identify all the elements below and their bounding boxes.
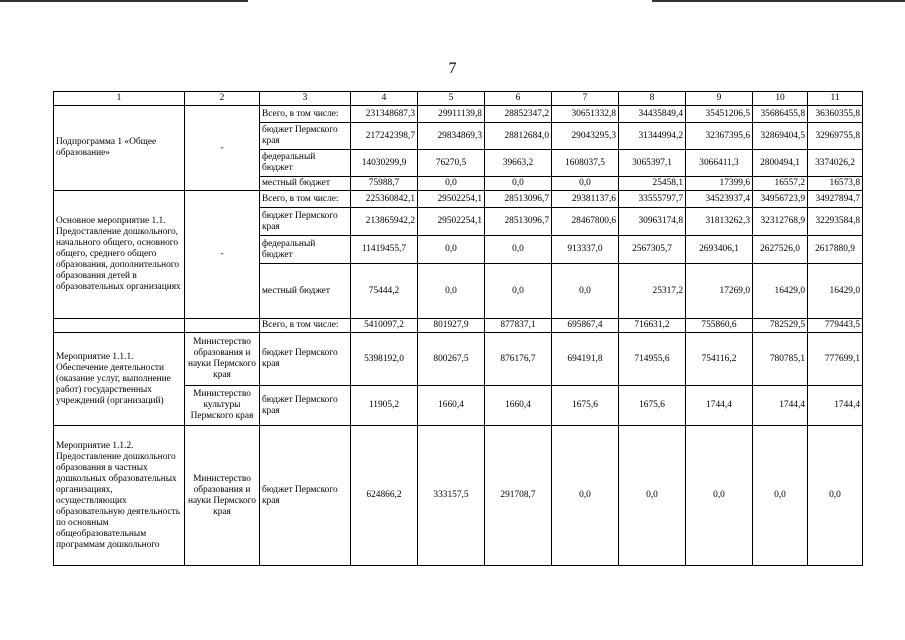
value-cell: 1744,4 bbox=[808, 386, 863, 426]
source-cell: бюджет Пермского края bbox=[260, 333, 351, 386]
executor-cell: Министерство культуры Пермского края bbox=[185, 386, 260, 426]
value-cell: 2627526,0 bbox=[753, 236, 808, 264]
value-cell: 1675,6 bbox=[619, 386, 686, 426]
executor-cell: Министерство образования и науки Пермского края bbox=[185, 426, 260, 566]
value-cell: 754116,2 bbox=[686, 333, 753, 386]
value-cell: 0,0 bbox=[552, 177, 619, 191]
value-cell: 28513096,7 bbox=[485, 208, 552, 236]
value-cell: 695867,4 bbox=[552, 319, 619, 333]
header-row bbox=[54, 92, 863, 106]
top-rule-left bbox=[0, 0, 248, 2]
value-cell: 29381137,6 bbox=[552, 191, 619, 208]
header-cell: 8 bbox=[619, 92, 686, 106]
value-cell: 29043295,3 bbox=[552, 123, 619, 150]
empty-cell bbox=[54, 319, 185, 333]
executor-cell: - bbox=[185, 106, 260, 191]
main-activity-name: Основное мероприятие 1.1. Предоставление дошкольного, начального общего, основного общего, среднего общего образования, дополнительного образования детей в образовательных организациях bbox=[54, 191, 185, 319]
value-cell: 2693406,1 bbox=[686, 236, 753, 264]
value-cell: 714955,6 bbox=[619, 333, 686, 386]
header-cell: 1 bbox=[54, 92, 185, 106]
value-cell: 16573,8 bbox=[808, 177, 863, 191]
value-cell: 780785,1 bbox=[753, 333, 808, 386]
table-row bbox=[54, 319, 863, 333]
value-cell: 0,0 bbox=[485, 177, 552, 191]
value-cell: 5398192,0 bbox=[351, 333, 418, 386]
value-cell: 32869404,5 bbox=[753, 123, 808, 150]
header-cell: 9 bbox=[686, 92, 753, 106]
source-cell: федеральный бюджет bbox=[260, 236, 351, 264]
value-cell: 755860,6 bbox=[686, 319, 753, 333]
value-cell: 14030299,9 bbox=[351, 150, 418, 177]
value-cell: 1744,4 bbox=[686, 386, 753, 426]
executor-cell: Министерство образования и науки Пермского края bbox=[185, 333, 260, 386]
table-row bbox=[54, 426, 863, 566]
value-cell: 694191,8 bbox=[552, 333, 619, 386]
value-cell: 30651332,8 bbox=[552, 106, 619, 123]
value-cell: 39663,2 bbox=[485, 150, 552, 177]
value-cell: 800267,5 bbox=[418, 333, 485, 386]
header-cell: 2 bbox=[185, 92, 260, 106]
value-cell: 716631,2 bbox=[619, 319, 686, 333]
value-cell: 34927894,7 bbox=[808, 191, 863, 208]
value-cell: 29834869,3 bbox=[418, 123, 485, 150]
header-cell: 5 bbox=[418, 92, 485, 106]
value-cell: 2617880,9 bbox=[808, 236, 863, 264]
value-cell: 29502254,1 bbox=[418, 208, 485, 236]
value-cell: 1675,6 bbox=[552, 386, 619, 426]
value-cell: 0,0 bbox=[485, 236, 552, 264]
value-cell: 30963174,8 bbox=[619, 208, 686, 236]
value-cell: 0,0 bbox=[418, 236, 485, 264]
activity-name: Мероприятие 1.1.1. Обеспечение деятельности (оказание услуг, выполнение работ) государственных учреждений (организаций) bbox=[54, 333, 185, 426]
source-cell: бюджет Пермского края bbox=[260, 426, 351, 566]
header-cell: 10 bbox=[753, 92, 808, 106]
value-cell: 32367395,6 bbox=[686, 123, 753, 150]
value-cell: 25458,1 bbox=[619, 177, 686, 191]
value-cell: 913337,0 bbox=[552, 236, 619, 264]
source-cell: бюджет Пермского края bbox=[260, 123, 351, 150]
value-cell: 2800494,1 bbox=[753, 150, 808, 177]
value-cell: 0,0 bbox=[552, 264, 619, 319]
value-cell: 0,0 bbox=[552, 426, 619, 566]
table-row bbox=[54, 191, 863, 208]
value-cell: 0,0 bbox=[485, 264, 552, 319]
empty-cell bbox=[185, 319, 260, 333]
table-row bbox=[54, 106, 863, 123]
budget-table bbox=[53, 91, 863, 566]
value-cell: 28852347,2 bbox=[485, 106, 552, 123]
value-cell: 33555797,7 bbox=[619, 191, 686, 208]
value-cell: 28513096,7 bbox=[485, 191, 552, 208]
value-cell: 2567305,7 bbox=[619, 236, 686, 264]
value-cell: 0,0 bbox=[686, 426, 753, 566]
value-cell: 25317,2 bbox=[619, 264, 686, 319]
value-cell: 34523937,4 bbox=[686, 191, 753, 208]
value-cell: 1744,4 bbox=[753, 386, 808, 426]
value-cell: 35686455,8 bbox=[753, 106, 808, 123]
value-cell: 31813262,3 bbox=[686, 208, 753, 236]
value-cell: 291708,7 bbox=[485, 426, 552, 566]
value-cell: 28467800,6 bbox=[552, 208, 619, 236]
value-cell: 0,0 bbox=[418, 264, 485, 319]
source-cell: местный бюджет bbox=[260, 177, 351, 191]
value-cell: 1660,4 bbox=[485, 386, 552, 426]
value-cell: 17269,0 bbox=[686, 264, 753, 319]
source-cell: бюджет Пермского края bbox=[260, 386, 351, 426]
value-cell: 1660,4 bbox=[418, 386, 485, 426]
value-cell: 29911139,8 bbox=[418, 106, 485, 123]
header-cell: 4 bbox=[351, 92, 418, 106]
source-cell: Всего, в том числе: bbox=[260, 319, 351, 333]
value-cell: 32969755,8 bbox=[808, 123, 863, 150]
activity-name: Мероприятие 1.1.2. Предоставление дошкольного образования в частных дошкольных образовательных организациях, осуществляющих образовательную деятельность по основным общеобразовательным программам дошкольного bbox=[54, 426, 185, 566]
value-cell: 624866,2 bbox=[351, 426, 418, 566]
source-cell: Всего, в том числе: bbox=[260, 106, 351, 123]
value-cell: 34435849,4 bbox=[619, 106, 686, 123]
value-cell: 0,0 bbox=[418, 177, 485, 191]
subprogram-name: Подпрограмма 1 «Общее образование» bbox=[54, 106, 185, 191]
value-cell: 333157,5 bbox=[418, 426, 485, 566]
value-cell: 0,0 bbox=[619, 426, 686, 566]
value-cell: 876176,7 bbox=[485, 333, 552, 386]
value-cell: 225360842,1 bbox=[351, 191, 418, 208]
value-cell: 231348687,3 bbox=[351, 106, 418, 123]
value-cell: 16429,0 bbox=[753, 264, 808, 319]
value-cell: 75444,2 bbox=[351, 264, 418, 319]
value-cell: 777699,1 bbox=[808, 333, 863, 386]
header-cell: 6 bbox=[485, 92, 552, 106]
value-cell: 11419455,7 bbox=[351, 236, 418, 264]
top-rule-right bbox=[652, 0, 905, 2]
value-cell: 36360355,8 bbox=[808, 106, 863, 123]
value-cell: 34956723,9 bbox=[753, 191, 808, 208]
value-cell: 17399,6 bbox=[686, 177, 753, 191]
value-cell: 801927,9 bbox=[418, 319, 485, 333]
value-cell: 217242398,7 bbox=[351, 123, 418, 150]
value-cell: 32293584,8 bbox=[808, 208, 863, 236]
header-cell: 3 bbox=[260, 92, 351, 106]
value-cell: 1608037,5 bbox=[552, 150, 619, 177]
value-cell: 779443,5 bbox=[808, 319, 863, 333]
executor-cell: - bbox=[185, 191, 260, 319]
table-row bbox=[54, 333, 863, 386]
value-cell: 16429,0 bbox=[808, 264, 863, 319]
header-cell: 11 bbox=[808, 92, 863, 106]
source-cell: федеральный бюджет bbox=[260, 150, 351, 177]
value-cell: 5410097,2 bbox=[351, 319, 418, 333]
value-cell: 35451206,5 bbox=[686, 106, 753, 123]
value-cell: 31344994,2 bbox=[619, 123, 686, 150]
value-cell: 782529,5 bbox=[753, 319, 808, 333]
header-cell: 7 bbox=[552, 92, 619, 106]
value-cell: 16557,2 bbox=[753, 177, 808, 191]
source-cell: бюджет Пермского края bbox=[260, 208, 351, 236]
value-cell: 11905,2 bbox=[351, 386, 418, 426]
value-cell: 29502254,1 bbox=[418, 191, 485, 208]
value-cell: 0,0 bbox=[808, 426, 863, 566]
value-cell: 3066411,3 bbox=[686, 150, 753, 177]
value-cell: 28812684,0 bbox=[485, 123, 552, 150]
value-cell: 3374026,2 bbox=[808, 150, 863, 177]
value-cell: 213865942,2 bbox=[351, 208, 418, 236]
value-cell: 32312768,9 bbox=[753, 208, 808, 236]
value-cell: 3065397,1 bbox=[619, 150, 686, 177]
value-cell: 877837,1 bbox=[485, 319, 552, 333]
page-number: 7 bbox=[448, 60, 457, 77]
source-cell: местный бюджет bbox=[260, 264, 351, 319]
value-cell: 0,0 bbox=[753, 426, 808, 566]
value-cell: 75988,7 bbox=[351, 177, 418, 191]
value-cell: 76270,5 bbox=[418, 150, 485, 177]
source-cell: Всего, в том числе: bbox=[260, 191, 351, 208]
